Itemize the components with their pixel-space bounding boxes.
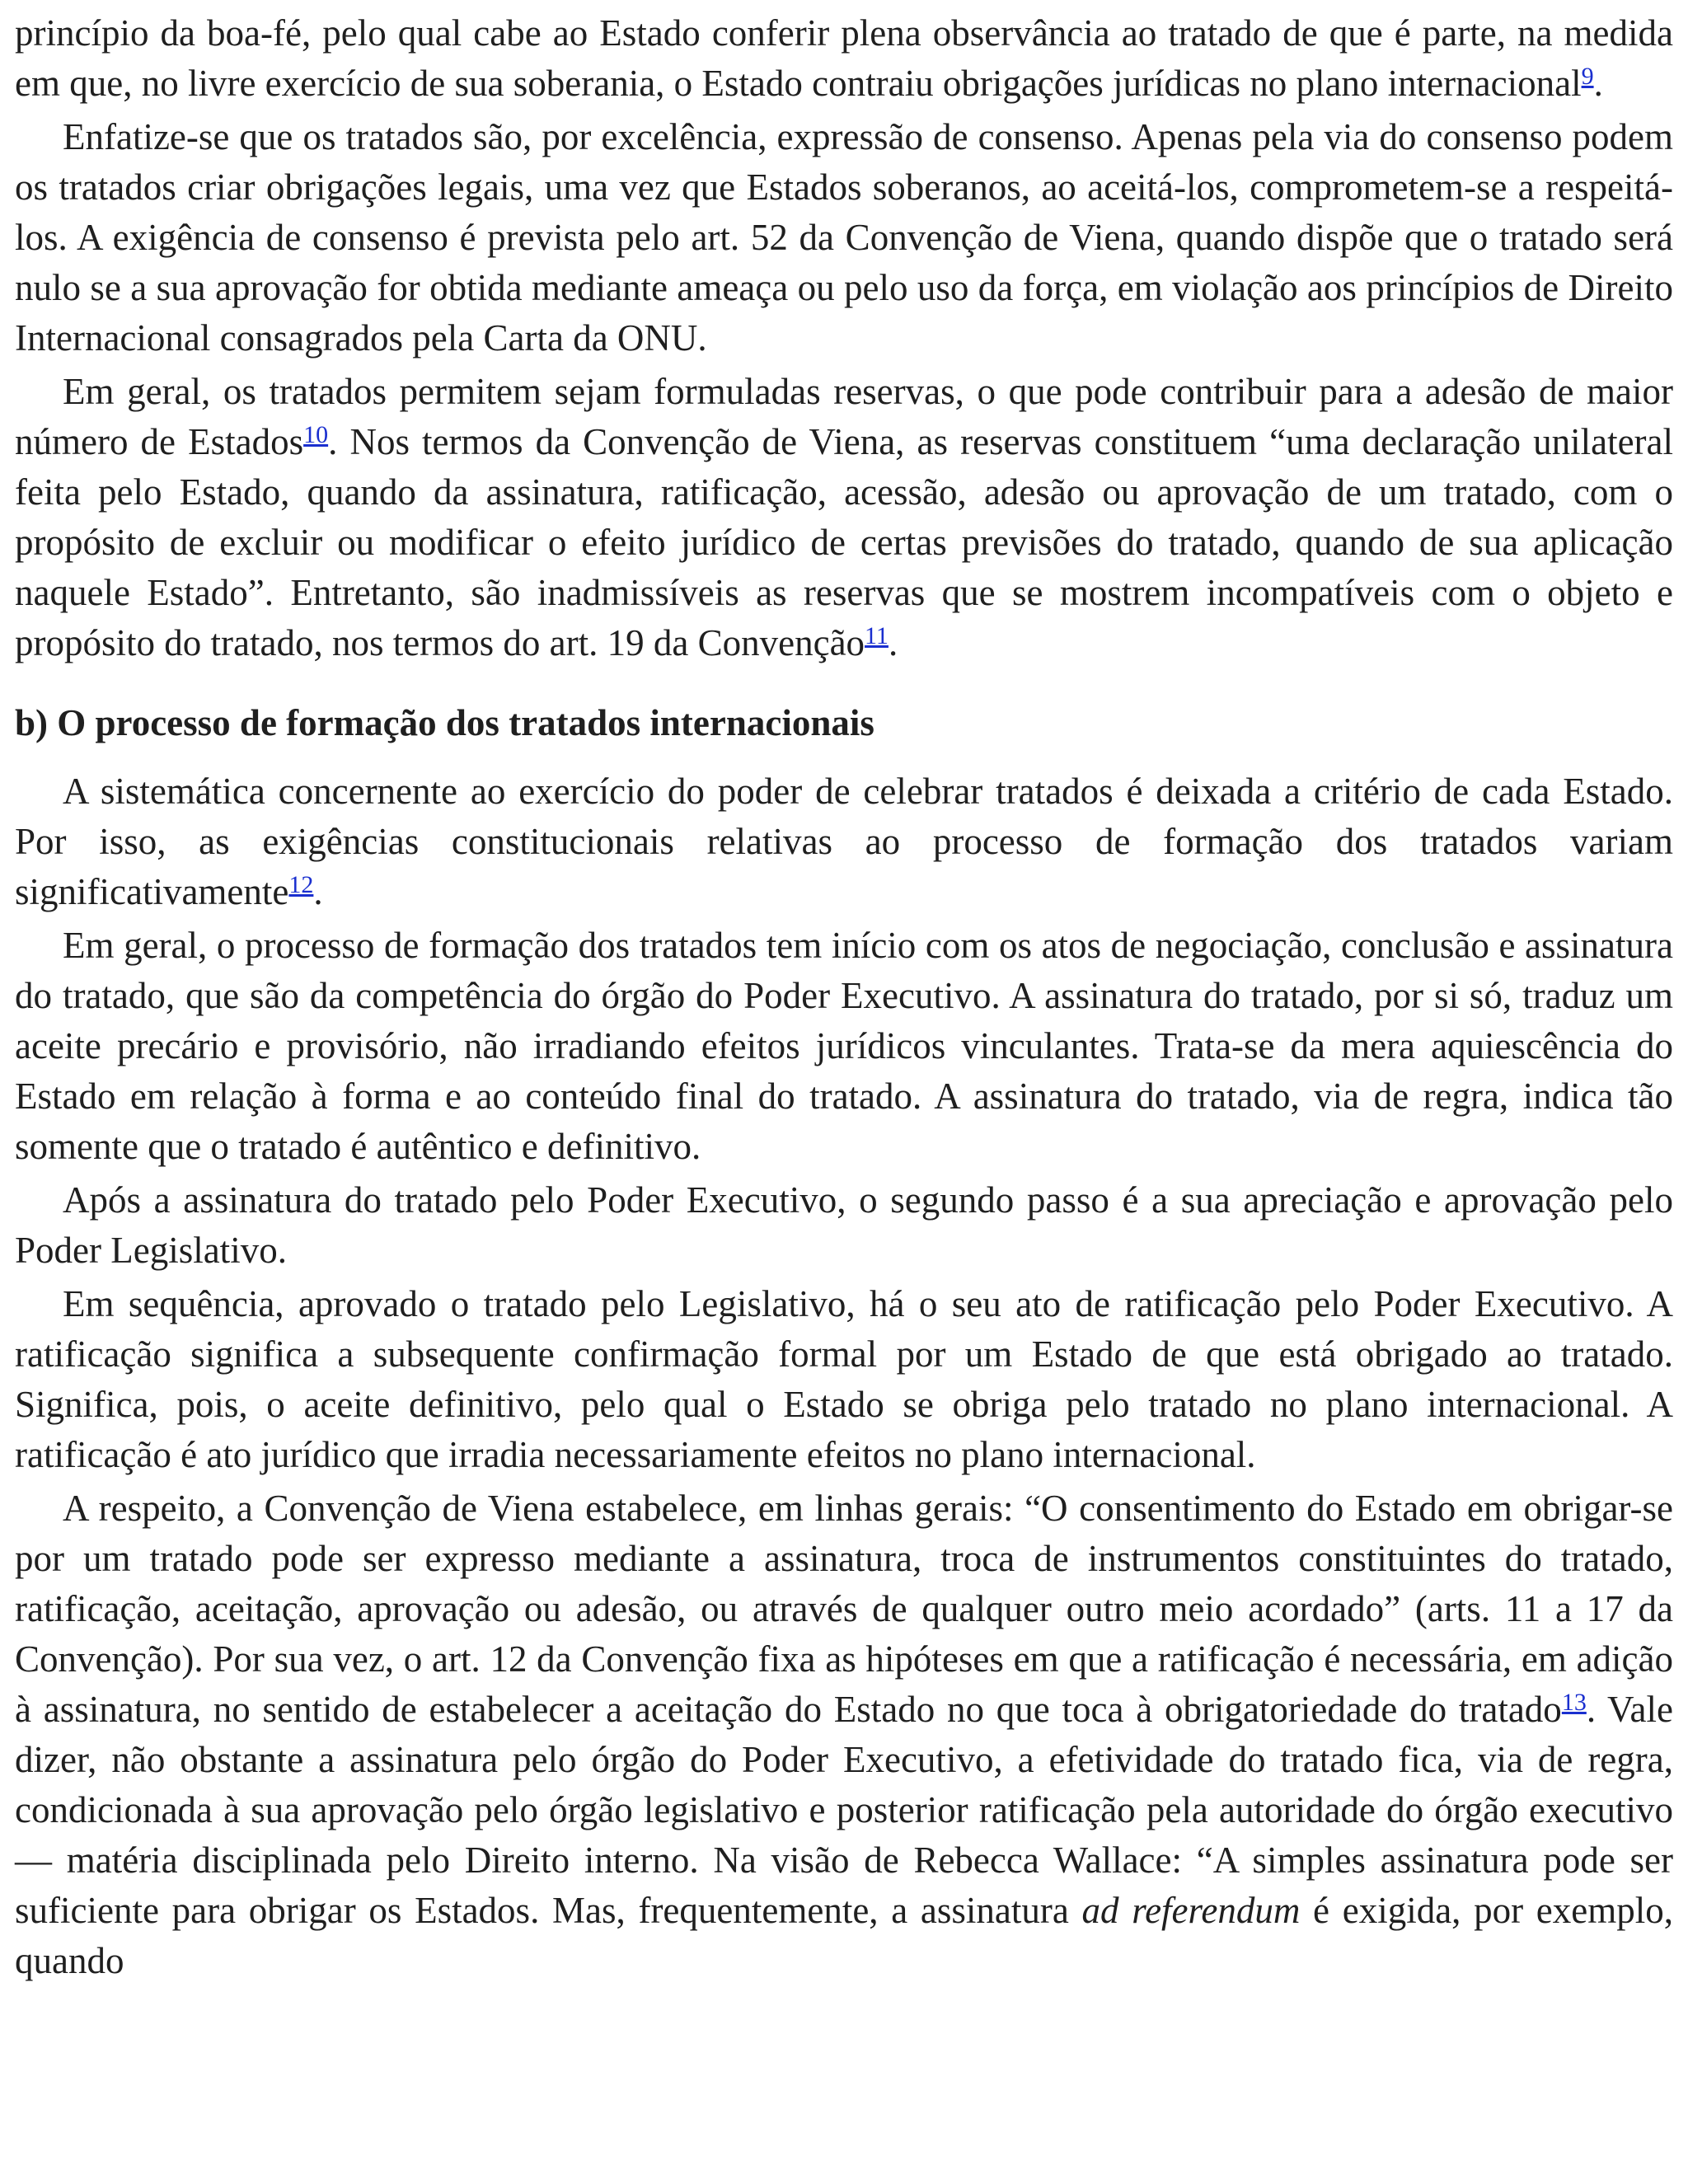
italic-term: ad referendum bbox=[1081, 1890, 1301, 1931]
paragraph-6: Após a assinatura do tratado pelo Poder Executivo, o segundo passo é a sua apreciação e aprovação pelo Poder Legislativo. bbox=[15, 1179, 1673, 1271]
paragraph-8 bbox=[15, 1483, 1673, 1986]
paragraph-4 bbox=[15, 766, 1673, 917]
paragraph-3 bbox=[15, 367, 1673, 668]
footnote-link-9[interactable]: 9 bbox=[1581, 63, 1594, 90]
section-heading: b) O processo de formação dos tratados internacionais bbox=[15, 702, 874, 743]
paragraph-text: . bbox=[313, 871, 323, 912]
footnote-link-13[interactable]: 13 bbox=[1561, 1689, 1587, 1716]
footnote-link-12[interactable]: 12 bbox=[288, 871, 314, 898]
paragraph-text: . bbox=[888, 622, 898, 663]
paragraph-5: Em geral, o processo de formação dos tratados tem início com os atos de negociação, conclusão e assinatura do tratado, que são da competência do órgão do Poder Executivo. A assinatura do tratado, por si só, traduz um aceite precário e provisório, não irradiando efeitos jurídicos vinculantes. Trata-se da mera aquiescência do Estado em relação à forma e ao conteúdo final do tratado. A assinatura do tratado, via de regra, indica tão somente que o tratado é autêntico e definitivo. bbox=[15, 925, 1673, 1167]
document-page bbox=[15, 8, 1673, 1986]
paragraph-text: A sistemática concernente ao exercício do poder de celebrar tratados é deixada a critério de cada Estado. Por isso, as exigências constitucionais relativas ao processo de formação dos tratados variam significativamente bbox=[15, 771, 1673, 912]
footnote-link-11[interactable]: 11 bbox=[865, 622, 889, 649]
paragraph-1 bbox=[15, 8, 1673, 109]
paragraph-text: é exigida, por exemplo, quando bbox=[15, 1890, 1673, 1981]
paragraph-2: Enfatize-se que os tratados são, por excelência, expressão de consenso. Apenas pela via do consenso podem os tratados criar obrigações legais, uma vez que Estados soberanos, ao aceitá-los, comprometem-se a respeitá-los. A exigência de consenso é prevista pelo art. 52 da Convenção de Viena, quando dispõe que o tratado será nulo se a sua aprovação for obtida mediante ameaça ou pelo uso da força, em violação aos princípios de Direito Internacional consagrados pela Carta da ONU. bbox=[15, 116, 1673, 359]
paragraph-text: Em geral, os tratados permitem sejam formuladas reservas, o que pode contribuir para a adesão de maior número de Estados bbox=[15, 371, 1673, 462]
paragraph-text: princípio da boa-fé, pelo qual cabe ao Estado conferir plena observância ao tratado de que é parte, na medida em que, no livre exercício de sua soberania, o Estado contraiu obrigações jurídicas no plano internacional bbox=[15, 12, 1673, 104]
paragraph-text: . Nos termos da Convenção de Viena, as reservas constituem “uma declaração unilateral feita pelo Estado, quando da assinatura, ratificação, acessão, adesão ou aprovação de um tratado, com o propósito de excluir ou modificar o efeito jurídico de certas previsões do tratado, quando de sua aplicação naquele Estado”. Entretanto, são inadmissíveis as reservas que se mostrem incompatíveis com o objeto e propósito do tratado, nos termos do art. 19 da Convenção bbox=[15, 421, 1674, 663]
paragraph-text: . bbox=[1593, 63, 1603, 104]
footnote-link-10[interactable]: 10 bbox=[303, 421, 329, 448]
paragraph-text: . Vale dizer, não obstante a assinatura pelo órgão do Poder Executivo, a efetividade do tratado fica, via de regra, condicionada à sua aprovação pelo órgão legislativo e posterior ratificação pela autoridade do órgão executivo — matéria disciplinada pelo Direito interno. Na visão de Rebecca Wallace: “A simples assinatura pode ser suficiente para obrigar os Estados. Mas, frequentemente, a assinatura bbox=[15, 1689, 1673, 1931]
paragraph-text: A respeito, a Convenção de Viena estabelece, em linhas gerais: “O consentimento do Estado em obrigar-se por um tratado pode ser expresso mediante a assinatura, troca de instrumentos constituintes do tratado, ratificação, aceitação, aprovação ou adesão, ou através de qualquer outro meio acordado” (arts. 11 a 17 da Convenção). Por sua vez, o art. 12 da Convenção fixa as hipóteses em que a ratificação é necessária, em adição à assinatura, no sentido de estabelecer a aceitação do Estado no que toca à obrigatoriedade do tratado bbox=[15, 1488, 1673, 1730]
paragraph-7: Em sequência, aprovado o tratado pelo Legislativo, há o seu ato de ratificação pelo Poder Executivo. A ratificação significa a subsequente confirmação formal por um Estado de que está obrigado ao tratado. Significa, pois, o aceite definitivo, pelo qual o Estado se obriga pelo tratado no plano internacional. A ratificação é ato jurídico que irradia necessariamente efeitos no plano internacional. bbox=[15, 1283, 1673, 1475]
